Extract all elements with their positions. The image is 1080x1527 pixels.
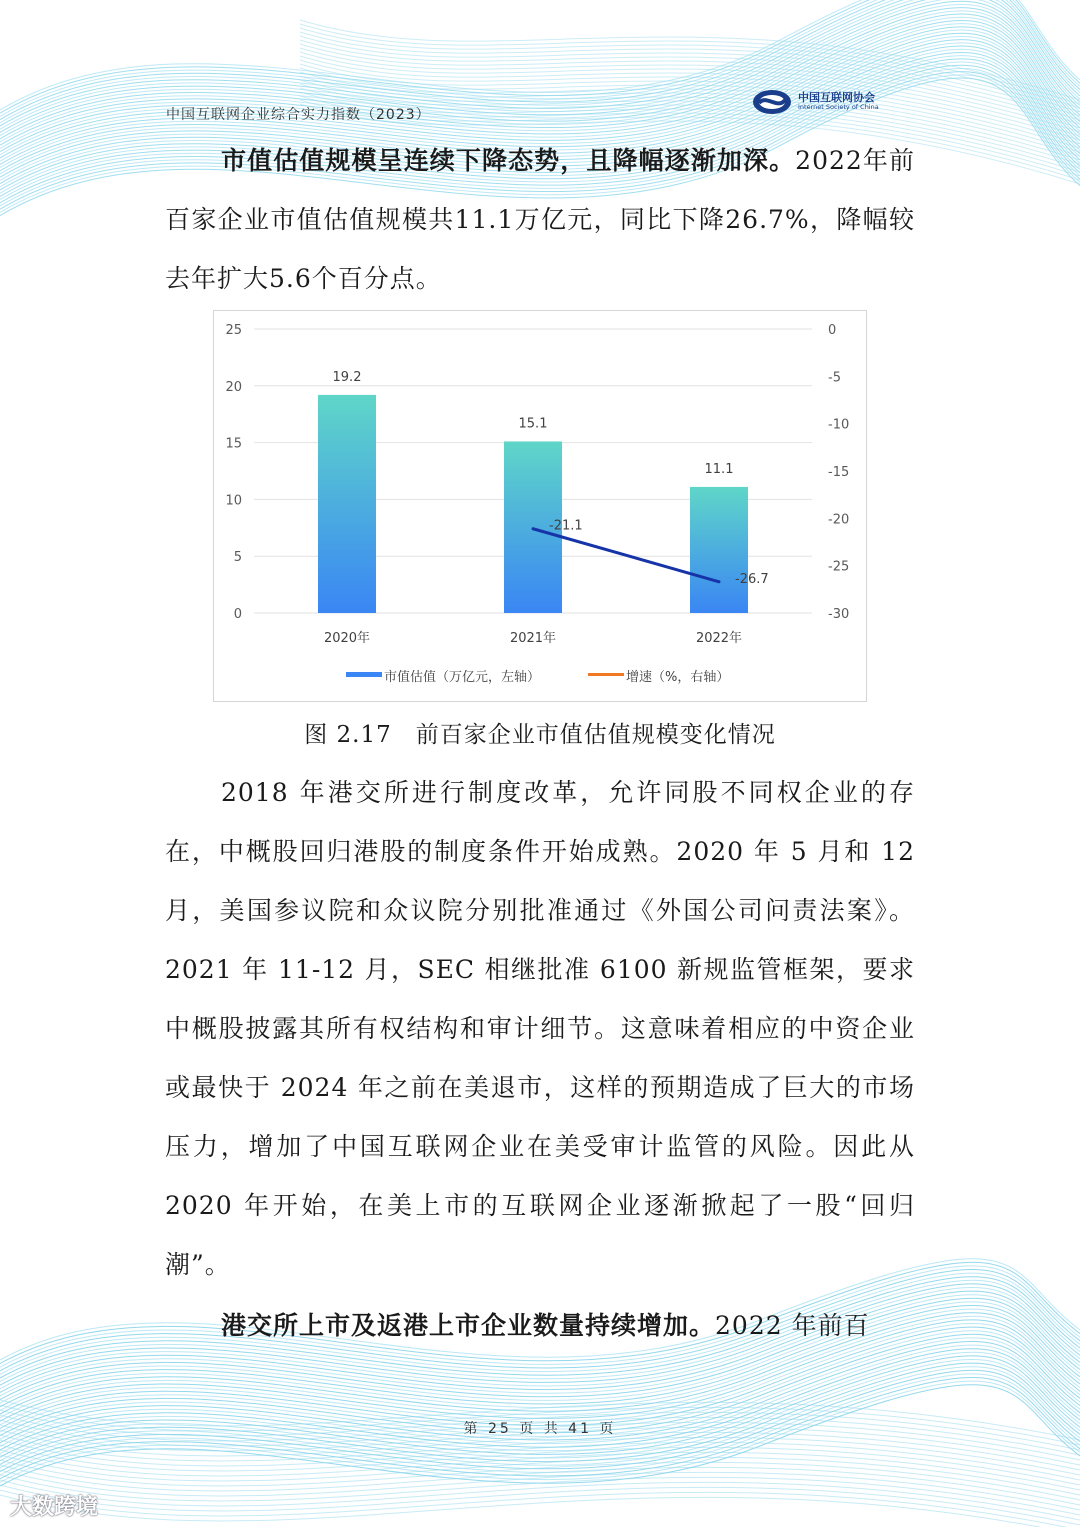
line-point: [532, 527, 535, 530]
y-left-tick-label: 25: [225, 323, 242, 338]
y-right-tick-label: -5: [828, 370, 841, 386]
y-right-tick-label: -15: [828, 465, 850, 480]
bar: [690, 487, 748, 613]
wave-line: [0, 11, 1080, 149]
wave-line: [0, 0, 1080, 129]
wave-line: [0, 0, 1080, 120]
paragraph-hk-listing: [165, 1296, 915, 1355]
y-right-tick-label: -10: [828, 417, 850, 433]
bar: [318, 395, 376, 613]
wave-line: [0, 4, 1080, 142]
wave-line: [0, 0, 1080, 110]
wave-line: [300, 24, 1080, 104]
wave-line: [0, 1363, 1080, 1464]
paragraph-lead: 市值估值规模呈连续下降态势，且降幅逐渐加深。: [221, 146, 796, 175]
wave-line: [0, 1495, 1080, 1527]
wave-line: [0, 1352, 1080, 1453]
wave-line: [300, 28, 1080, 108]
x-tick-label: 2022年: [695, 631, 743, 646]
paragraph-hk-reform: 2018 年港交所进行制度改革，允许同股不同权企业的存在，中概股回归港股的制度条件开始成熟。2020 年 5 月和 12 月，美国参议院和众议院分别批准通过《外国公司问责法案》。2021 年 11-12 月，SEC 相继批准 6100 新规监管框架，要求中概股披露其所有权结构和审计细节。这意味着相应的中资企业或最快于 2024 年之前在美退市，这样的预期造成了巨大的市场压力，增加了中国互联网企业在美受审计监管的风险。因此从 2020 年开始，在美上市的互联网企业逐渐掀起了一股“回归潮”。: [165, 778, 915, 1279]
wave-line: [0, 1470, 1080, 1510]
wave-line: [300, 32, 1080, 112]
x-tick-label: 2020年: [323, 631, 371, 646]
chart-svg: [214, 311, 866, 701]
wave-line: [300, 60, 1080, 140]
paragraph-lead: 港交所上市及返港上市企业数量持续增加。: [221, 1311, 716, 1340]
wave-line: [0, 1455, 1080, 1495]
bar-data-label: 11.1: [704, 461, 734, 477]
wave-line: [0, 1450, 1080, 1490]
logo-text-en: Internet Society of China: [798, 103, 879, 112]
line-data-label: -26.7: [735, 571, 769, 587]
wave-line: [0, 0, 1080, 116]
wave-line: [0, 1460, 1080, 1500]
y-left-tick-label: 5: [233, 550, 242, 566]
header-title: 中国互联网企业综合实力指数（2023）: [166, 107, 431, 123]
wave-line: [0, 1356, 1080, 1457]
wave-line: [0, 8, 1080, 146]
bar-data-label: 19.2: [332, 369, 362, 385]
wave-line: [0, 1485, 1080, 1525]
wave-line: [0, 1465, 1080, 1505]
isc-logo-icon: [752, 88, 792, 116]
line-point: [718, 580, 721, 583]
y-right-tick-label: -30: [828, 607, 850, 622]
y-left-tick-label: 0: [233, 607, 242, 622]
y-right-tick-label: -25: [828, 559, 850, 575]
y-left-tick-label: 15: [225, 436, 242, 452]
paragraph-body: 2022年前百家企业市值估值规模共11.1万亿元，同比下降26.7%，降幅较去年扩大5.6个百分点。: [165, 146, 915, 293]
chart-market-value: [213, 310, 867, 702]
bar-data-label: 15.1: [518, 416, 548, 432]
legend-bar-label: 市值估值（万亿元，左轴）: [384, 670, 541, 685]
wave-line: [0, 1435, 1080, 1475]
wave-line: [300, 56, 1080, 136]
wave-line: [0, 1480, 1080, 1520]
y-right-tick-label: -20: [828, 512, 850, 528]
legend-line-label: 增速（%，右轴）: [626, 670, 730, 685]
brand-watermark: 大数跨境: [10, 1495, 99, 1520]
wave-line: [0, 0, 1080, 126]
wave-line: [0, 1445, 1080, 1485]
paragraph-market-value: [165, 131, 915, 308]
y-right-tick-label: 0: [828, 323, 837, 338]
paragraph-body: 2022 年前百: [715, 1311, 870, 1340]
legend-bar-swatch: [346, 672, 382, 677]
wave-line: [0, 0, 1080, 132]
page-number: 第 25 页 共 41 页: [463, 1421, 617, 1437]
wave-line: [0, 1475, 1080, 1515]
wave-line: [0, 1490, 1080, 1527]
line-data-label: -21.1: [549, 518, 583, 534]
wave-line: [300, 20, 1080, 100]
wave-line: [0, 1440, 1080, 1480]
wave-line: [0, 0, 1080, 123]
wave-line: [0, 0, 1080, 113]
y-left-tick-label: 10: [225, 493, 242, 509]
wave-line: [0, 1, 1080, 139]
x-tick-label: 2021年: [509, 631, 557, 646]
logo-text-cn: 中国互联网协会: [798, 91, 875, 105]
y-left-tick-label: 20: [225, 379, 242, 395]
wave-line: [0, 0, 1080, 136]
figure-caption: 图 2.17 前百家企业市值估值规模变化情况: [304, 722, 776, 748]
wave-line: [0, 1360, 1080, 1461]
logo: [752, 88, 879, 116]
legend-line-swatch: [588, 673, 624, 676]
